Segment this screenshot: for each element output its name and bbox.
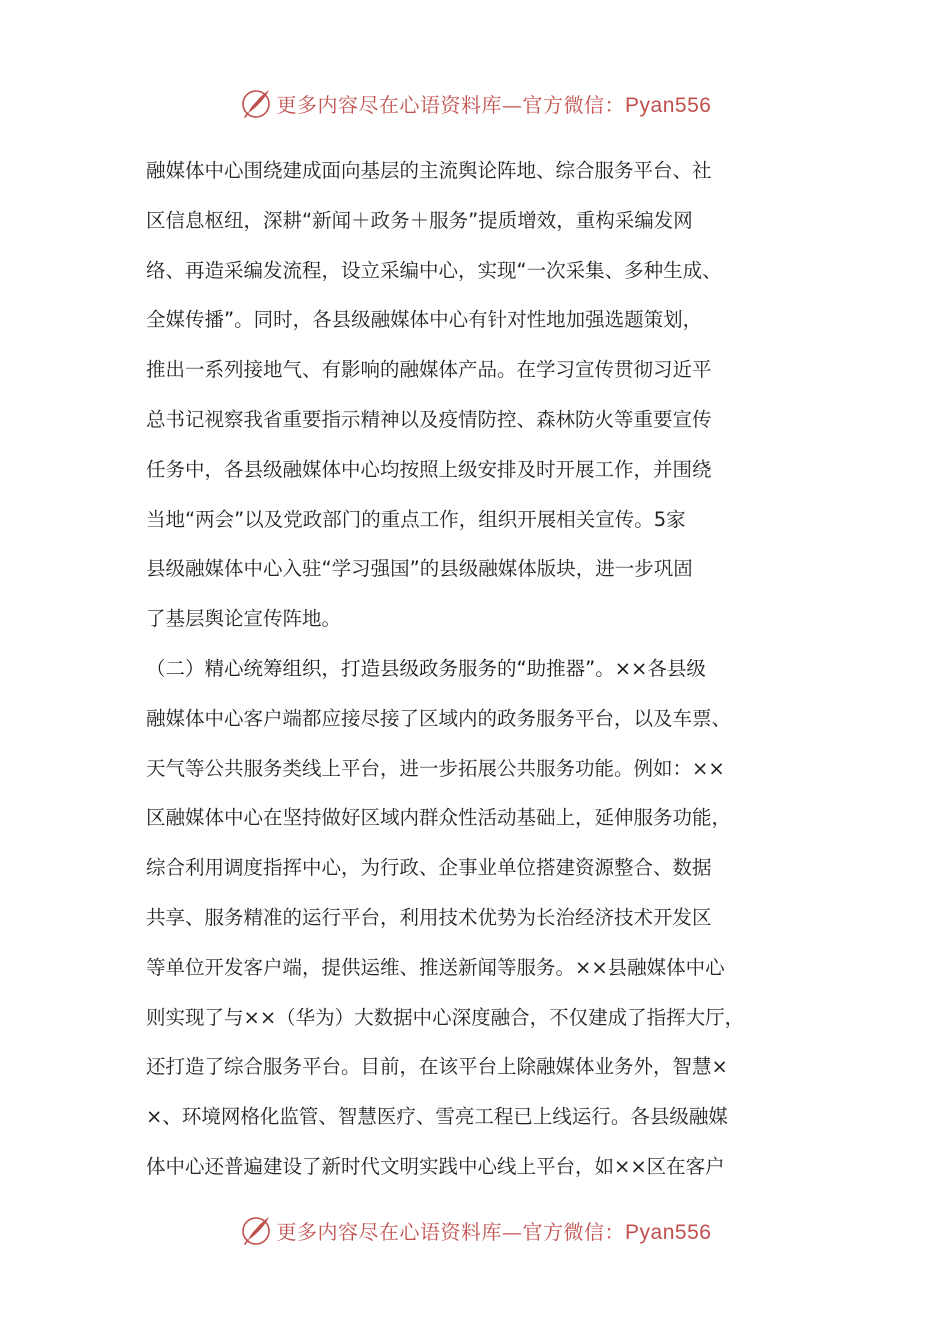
text-line: 融媒体中心客户端都应接尽接了区域内的政务服务平台，以及车票、 (146, 706, 732, 730)
text-line: 等单位开发客户端，提供运维、推送新闻等服务。××县融媒体中心 (146, 955, 725, 979)
text-line: 总书记视察我省重要指示精神以及疫情防控、森林防火等重要宣传 (146, 407, 712, 431)
text-line: 县级融媒体中心入驻“学习强国”的县级融媒体版块，进一步巩固 (146, 557, 693, 581)
text-line: 区信息枢纽，深耕“新闻＋政务＋服务”提质增效，重构采编发网 (146, 208, 693, 232)
text-line: 区融媒体中心在坚持做好区域内群众性活动基础上，延伸服务功能， (146, 806, 732, 830)
body-text (146, 146, 826, 1192)
text-line: 推出一系列接地气、有影响的融媒体产品。在学习宣传贯彻习近平 (146, 358, 712, 382)
footer-banner (0, 1210, 950, 1250)
header-banner (0, 83, 950, 123)
quill-pen-logo-icon (239, 1213, 273, 1247)
text-line: 络、再造采编发流程，设立采编中心，实现“一次采集、多种生成、 (146, 258, 722, 282)
quill-pen-logo-icon (239, 86, 273, 120)
banner-text: 更多内容尽在心语资料库—官方微信：Pyan556 (276, 1219, 712, 1244)
text-line: 当地“两会”以及党政部门的重点工作，组织开展相关宣传。5家 (146, 507, 686, 531)
text-line: 还打造了综合服务平台。目前，在该平台上除融媒体业务外，智慧× (146, 1055, 728, 1079)
text-line: 综合利用调度指挥中心，为行政、企事业单位搭建资源整合、数据 (146, 856, 712, 880)
banner-text: 更多内容尽在心语资料库—官方微信：Pyan556 (276, 92, 712, 117)
text-line: 天气等公共服务类线上平台，进一步拓展公共服务功能。例如：×× (146, 756, 725, 780)
text-line: 融媒体中心围绕建成面向基层的主流舆论阵地、综合服务平台、社 (146, 159, 712, 182)
text-line: 共享、服务精准的运行平台，利用技术优势为长治经济技术开发区 (146, 905, 712, 929)
section-heading-line: （二）精心统筹组织，打造县级政务服务的“助推器”。××各县级 (146, 656, 706, 680)
text-line: 体中心还普遍建设了新时代文明实践中心线上平台，如××区在客户 (146, 1154, 725, 1178)
text-line: 任务中，各县级融媒体中心均按照上级安排及时开展工作，并围绕 (146, 457, 712, 481)
text-line: 全媒传播”。同时，各县级融媒体中心有针对性地加强选题策划， (146, 308, 703, 332)
text-line: ×、环境网格化监管、智慧医疗、雪亮工程已上线运行。各县级融媒 (146, 1105, 728, 1129)
text-line: 了基层舆论宣传阵地。 (146, 607, 342, 631)
text-line: 则实现了与××（华为）大数据中心深度融合，不仅建成了指挥大厅， (146, 1005, 745, 1029)
